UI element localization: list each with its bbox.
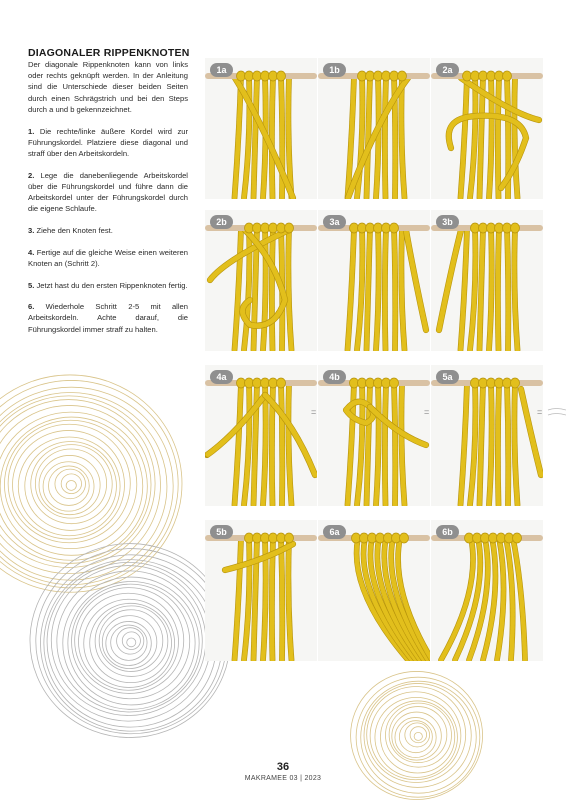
- ring: [405, 723, 430, 747]
- step-photo: [205, 365, 317, 506]
- cord: [439, 230, 461, 330]
- ring: [0, 375, 182, 592]
- cord: [521, 389, 541, 475]
- ring: [40, 555, 222, 731]
- step-5: [28, 280, 188, 291]
- ring: [122, 632, 140, 650]
- lark-head-knot: [285, 223, 294, 233]
- ring: [395, 717, 436, 757]
- step-2: [28, 170, 188, 215]
- step-3: [28, 225, 188, 236]
- step-photo: [205, 520, 317, 661]
- ring: [79, 593, 179, 690]
- step-number: 2.: [28, 170, 35, 180]
- step-badge: 2a: [436, 63, 459, 77]
- ring: [99, 610, 163, 672]
- ring: [385, 703, 451, 767]
- cord: [272, 228, 273, 350]
- ring: [13, 430, 125, 539]
- ring: [95, 606, 168, 677]
- watermark: PassionForum.ru: [489, 781, 558, 791]
- ring: [392, 712, 442, 760]
- step-text: Wiederhole Schritt 2-5 mit allen Arbeitskordeln. Achte darauf, die Führungskordel immer straff zu halten.: [28, 302, 188, 334]
- cord: [272, 76, 273, 198]
- ring: [399, 721, 432, 753]
- lark-head-knot: [398, 71, 407, 81]
- ring: [68, 581, 195, 704]
- ring: [30, 544, 230, 738]
- step-photo: [431, 365, 543, 506]
- step-photo: [318, 520, 430, 661]
- step-text: Die rechte/linke äußere Kordel wird zur Führungskordel. Platziere diese diagonal und straff über den Arbeitskordeln.: [28, 126, 188, 158]
- ring: [75, 588, 184, 694]
- step-badge: 1b: [323, 63, 346, 77]
- cord: [498, 228, 499, 350]
- instructions: [28, 59, 188, 345]
- lark-head-knot: [277, 71, 286, 81]
- cord: [489, 228, 492, 350]
- ring: [63, 577, 199, 709]
- cord: [507, 228, 508, 350]
- step-number: 1.: [28, 126, 35, 136]
- step-photo: [318, 58, 430, 199]
- cord: [281, 538, 282, 660]
- cord: [507, 383, 508, 505]
- step-badge: 2b: [210, 215, 233, 229]
- ring: [102, 616, 157, 669]
- step-text: Fertige auf die gleiche Weise einen weiteren Knoten an (Schritt 2).: [28, 247, 188, 268]
- ring: [414, 732, 422, 740]
- step-number: 4.: [28, 247, 35, 257]
- ring: [55, 469, 86, 499]
- ring: [72, 584, 190, 699]
- ring: [127, 638, 136, 647]
- ring: [18, 437, 120, 536]
- ring: [0, 417, 143, 555]
- ring: [117, 628, 144, 654]
- cord: [441, 538, 473, 660]
- section-title: DIAGONALER RIPPENKNOTEN: [28, 47, 190, 59]
- intro-paragraph: Der diagonale Rippenknoten kann von links oder rechts geknüpft werden. In der Anleitung sind die Unterschiede dieser beiden Seiten durch einen Schrägstrich und bei den Steps durch a und b gekennzeichnet.: [28, 60, 188, 114]
- step-photo: [431, 210, 543, 351]
- ring: [43, 462, 94, 511]
- ring: [49, 466, 90, 506]
- ring: [90, 603, 172, 682]
- ring: [106, 621, 151, 665]
- ring: [0, 412, 147, 560]
- step-number: 3.: [28, 225, 35, 235]
- ring: [0, 400, 155, 568]
- cord: [376, 383, 379, 505]
- ring: [0, 393, 167, 581]
- step-4: [28, 247, 188, 269]
- step-photo: [431, 58, 543, 199]
- step-number: 5.: [28, 280, 35, 290]
- step-badge: 1a: [210, 63, 233, 77]
- cord: [394, 383, 395, 505]
- ring: [66, 480, 76, 490]
- lark-head-knot: [511, 223, 520, 233]
- cord: [385, 228, 386, 350]
- lark-head-knot: [513, 533, 522, 543]
- lark-head-knot: [503, 71, 512, 81]
- step-text: Lege die danebenliegende Arbeitskordel über die Führungskordel und führe dann die Arbeitskordel unter der Führungskordel durch die eigene Schlaufe.: [28, 170, 188, 214]
- page-number: 36: [276, 761, 290, 773]
- ring: [31, 445, 112, 524]
- separator-mark: =: [311, 407, 317, 417]
- step-photo: [205, 58, 317, 199]
- cord: [385, 383, 386, 505]
- step-badge: 4a: [210, 370, 233, 384]
- ring: [8, 424, 130, 543]
- step-badge: 4b: [323, 370, 346, 384]
- ring: [84, 599, 175, 687]
- ring: [25, 442, 117, 531]
- ring: [39, 455, 100, 514]
- cord: [498, 76, 499, 198]
- step-badge: 3b: [436, 215, 459, 229]
- step-badge: 3a: [323, 215, 346, 229]
- lark-head-knot: [390, 223, 399, 233]
- lark-head-knot: [511, 378, 520, 388]
- ring: [47, 562, 211, 721]
- step-photo: [431, 520, 543, 661]
- step-badge: 5a: [436, 370, 459, 384]
- cord: [376, 228, 379, 350]
- cord: [394, 228, 395, 350]
- cord: [489, 383, 492, 505]
- ring: [389, 707, 447, 763]
- step-6: [28, 301, 188, 335]
- lark-head-knot: [277, 378, 286, 388]
- ring: [61, 474, 81, 494]
- ring: [51, 566, 206, 716]
- step-1: [28, 126, 188, 160]
- lark-head-knot: [285, 533, 294, 543]
- ring: [410, 727, 427, 743]
- cord: [498, 383, 499, 505]
- cord: [385, 76, 386, 198]
- lark-head-knot: [400, 533, 409, 543]
- ring: [4, 420, 136, 548]
- magazine-footer: MAKRAMEE 03 | 2023: [244, 775, 322, 782]
- step-badge: 5b: [210, 525, 233, 539]
- step-text: Jetzt hast du den ersten Rippenknoten fertig.: [36, 280, 188, 290]
- cord: [406, 230, 426, 330]
- ring: [35, 449, 106, 518]
- step-badge: 6b: [436, 525, 459, 539]
- separator-mark: =: [537, 407, 543, 417]
- step-badge: 6a: [323, 525, 346, 539]
- ring: [0, 387, 173, 585]
- lark-head-knot: [390, 378, 399, 388]
- cord: [263, 228, 266, 350]
- separator-mark: =: [424, 407, 430, 417]
- ring: [0, 380, 178, 587]
- cord: [281, 383, 282, 505]
- ring: [0, 396, 161, 574]
- step-text: Ziehe den Knoten fest.: [36, 225, 113, 235]
- ring: [111, 625, 147, 660]
- step-number: 6.: [28, 302, 35, 312]
- ring: [44, 560, 217, 728]
- ring: [36, 549, 227, 734]
- ring: [57, 571, 202, 712]
- step-photo: [205, 210, 317, 351]
- step-photo: [318, 365, 430, 506]
- step-photo: [318, 210, 430, 351]
- ring: [0, 405, 151, 563]
